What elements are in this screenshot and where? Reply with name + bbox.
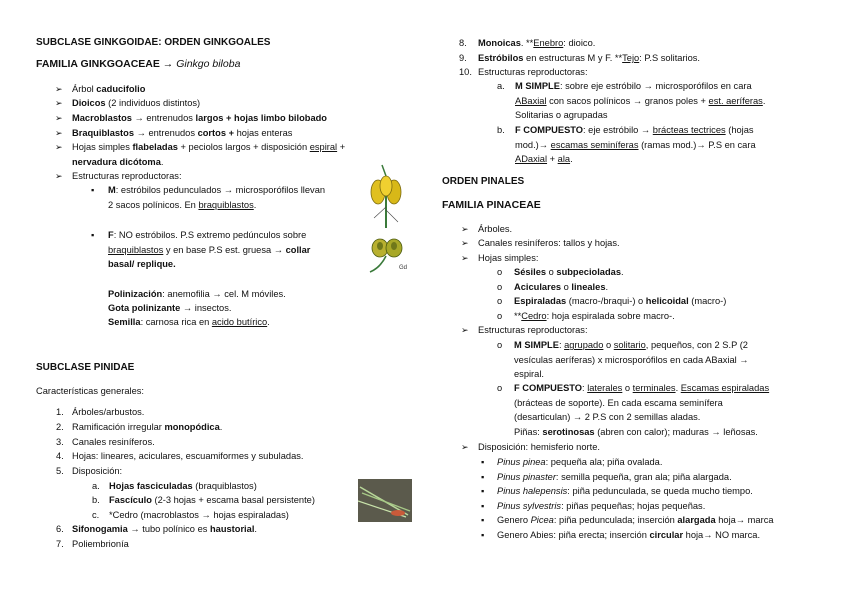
f-structure-text-cont: braquiblastos y en base P.S est. gruesa → collar	[108, 245, 311, 255]
f-compuesto-pinaceae-text: F COMPUESTO: laterales o terminales. Escamas espiraladas	[514, 383, 770, 393]
arrow-bullet-icon: ➢	[55, 171, 63, 181]
list-item-text: Poliembrionía	[72, 539, 129, 549]
list-item-text: Sifonogamia → tubo polínico es haustorial.	[72, 524, 257, 534]
list-item: 2.	[56, 422, 64, 432]
arrow-bullet-icon: ➢	[55, 142, 63, 152]
sub-list-item-text: Aciculares o lineales.	[514, 282, 609, 292]
list-item-text: Árbol caducifolio	[72, 84, 146, 94]
species-item-text: Genero Abies: piña erecta; inserción circular hoja→ NO marca.	[497, 530, 761, 540]
sub-list-item-text: **Cedro: hoja espiralada sobre macro-.	[514, 311, 675, 321]
orden-pinales-heading: ORDEN PINALES	[442, 176, 525, 187]
f-compuesto-pinaceae-text-cont: (brácteas de soporte). En cada escama seminífera	[514, 398, 723, 408]
familia-pinaceae-heading: FAMILIA PINACEAE	[442, 199, 541, 211]
circle-bullet-icon: o	[497, 340, 503, 350]
list-item: 6.	[56, 524, 64, 534]
square-bullet-icon: ▪	[91, 230, 95, 240]
square-bullet-icon: ▪	[481, 530, 485, 540]
square-bullet-icon: ▪	[481, 457, 485, 467]
list-item	[461, 441, 469, 453]
list-item: 4.	[56, 451, 64, 461]
arrow-bullet-icon: ➢	[55, 113, 63, 123]
circle-bullet-icon: o	[497, 311, 503, 321]
list-item-text: Estructuras reproductoras:	[478, 67, 588, 77]
m-structure-text: M: estróbilos pedunculados → microsporófilos llevan	[108, 185, 326, 195]
list-item-text: Canales resiníferos.	[72, 437, 155, 447]
list-item-text: Árboles/arbustos.	[72, 407, 145, 417]
f-structure-text-cont2: basal/ replique.	[108, 259, 176, 269]
ginkgo-male-strobilus-image	[366, 162, 406, 230]
arrow-bullet-icon: ➢	[55, 84, 63, 94]
sub-list-item: b.	[497, 125, 505, 135]
f-compuesto-text-cont2: ADaxial + ala.	[515, 154, 573, 164]
list-item: 7.	[56, 539, 64, 549]
list-item: 1.	[56, 407, 64, 417]
list-item-text-cont: nervadura dicótoma.	[72, 157, 164, 167]
square-bullet-icon: ▪	[481, 486, 485, 496]
list-item: 5.	[56, 466, 64, 476]
list-item	[55, 127, 63, 139]
m-simple-text-cont: ABaxial con sacos polínicos → granos poles + est. aeríferas.	[515, 96, 766, 106]
m-simple-text: M SIMPLE: sobre eje estróbilo → microsporófilos en cara	[515, 81, 752, 91]
list-item	[461, 252, 469, 264]
sub-list-item-text: Hojas fasciculadas (braquiblastos)	[109, 481, 257, 491]
sub-list-item-text: Espiraladas (macro-/braqui-) o helicoidal (macro-)	[514, 296, 727, 306]
sub-list-item-text: Fascículo (2-3 hojas + escama basal persistente)	[109, 495, 315, 505]
m-simple-pinaceae-text-cont: vesículas aeríferas) x microsporófilos en cada ABaxial →	[514, 355, 749, 365]
arrow-bullet-icon: ➢	[461, 253, 469, 263]
ginkgo-ovule-image	[366, 234, 410, 276]
list-item-text: Canales resiníferos: tallos y hojas.	[478, 238, 620, 248]
list-item	[461, 223, 469, 235]
list-item	[55, 83, 63, 95]
m-simple-text-cont2: Solitarias o agrupadas	[515, 110, 608, 120]
species-item-text: Genero Picea: piña pedunculada; inserción alargada hoja→ marca	[497, 515, 774, 525]
list-item-text: Disposición:	[72, 466, 123, 476]
m-simple-pinaceae-text-cont2: espiral.	[514, 369, 544, 379]
list-item	[461, 324, 469, 336]
sub-list-item: c.	[92, 510, 100, 520]
list-item: 10.	[459, 67, 472, 77]
species-item-text: Pinus pinaster: semilla pequeña, gran ala; piña alargada.	[497, 472, 732, 482]
m-structure-text-cont: 2 sacos polínicos. En braquiblastos.	[108, 200, 257, 210]
arrow-bullet-icon: ➢	[461, 224, 469, 234]
list-item-text: Monoicas. **Enebro: dioico.	[478, 38, 596, 48]
arrow-bullet-icon: ➢	[55, 98, 63, 108]
sub-list-item: a.	[92, 481, 100, 491]
arrow-bullet-icon: ➢	[55, 128, 63, 138]
m-simple-pinaceae-text: M SIMPLE: agrupado o solitario, pequeños, con 2 S.P (2	[514, 340, 748, 350]
list-item	[55, 112, 63, 124]
pine-fascicle-image	[358, 479, 412, 522]
circle-bullet-icon: o	[497, 383, 503, 393]
list-item-text: Árboles.	[478, 224, 513, 234]
square-bullet-icon: ▪	[481, 472, 485, 482]
subclass-pinidae-heading: SUBCLASE PINIDAE	[36, 362, 135, 373]
sub-list-item-text: Sésiles o subpecioladas.	[514, 267, 624, 277]
circle-bullet-icon: o	[497, 282, 503, 292]
species-item-text: Pinus pinea: pequeña ala; piña ovalada.	[497, 457, 663, 467]
list-item-text: Hojas simples:	[478, 253, 539, 263]
list-item-text: Hojas: lineares, aciculares, escuamiformes y subuladas.	[72, 451, 304, 461]
list-item-text: Estructuras reproductoras:	[72, 171, 182, 181]
square-bullet-icon: ▪	[91, 185, 95, 195]
list-item: 9.	[459, 53, 467, 63]
family-ginkgoaceae-heading: FAMILIA GINKGOACEAE → Ginkgo biloba	[36, 58, 241, 70]
arrow-bullet-icon: ➢	[461, 325, 469, 335]
subclass-ginkgoidae-heading: SUBCLASE GINKGOIDAE: ORDEN GINKGOALES	[36, 37, 271, 48]
circle-bullet-icon: o	[497, 296, 503, 306]
gota-text: Gota polinizante → insectos.	[108, 303, 232, 313]
list-item	[55, 170, 63, 182]
square-bullet-icon: ▪	[481, 515, 485, 525]
f-compuesto-text-cont: mod.)→ escamas seminíferas (ramas mod.)→ P.S en cara	[515, 140, 756, 150]
list-item-text: Macroblastos → entrenudos largos + hojas limbo bilobado	[72, 113, 327, 123]
f-structure-text: F: NO estróbilos. P.S extremo pedúnculos sobre	[108, 230, 307, 240]
f-compuesto-pinaceae-text-cont2: (desarticulan) → 2 P.S con 2 semillas aladas.	[514, 412, 701, 422]
list-item-text: Braquiblastos → entrenudos cortos + hojas enteras	[72, 128, 293, 138]
f-compuesto-pinaceae-text-cont3: Piñas: serotinosas (abren con calor); maduras → leñosas.	[514, 427, 758, 437]
caracteristicas-heading: Características generales:	[36, 386, 144, 396]
figure-label: Gd	[399, 265, 408, 271]
polinizacion-text: Polinización: anemofilia → cel. M móviles.	[108, 289, 286, 299]
sub-list-item-text: *Cedro (macroblastos → hojas espiraladas)	[109, 510, 289, 520]
square-bullet-icon: ▪	[481, 501, 485, 511]
circle-bullet-icon: o	[497, 267, 503, 277]
sub-list-item: a.	[497, 81, 505, 91]
species-item-text: Pinus halepensis: piña pedunculada, se queda mucho tiempo.	[497, 486, 753, 496]
list-item	[461, 237, 469, 249]
list-item: 3.	[56, 437, 64, 447]
list-item-text: Disposición: hemisferio norte.	[478, 442, 600, 452]
list-item	[55, 141, 63, 153]
sub-list-item: b.	[92, 495, 100, 505]
list-item: 8.	[459, 38, 467, 48]
list-item-text: Estructuras reproductoras:	[478, 325, 588, 335]
list-item-text: Estróbilos en estructuras M y F. **Tejo: P.S solitarios.	[478, 53, 701, 63]
f-compuesto-text: F COMPUESTO: eje estróbilo → brácteas tectrices (hojas	[515, 125, 754, 135]
species-item-text: Pinus sylvestris: piñas pequeñas; hojas pequeñas.	[497, 501, 706, 511]
arrow-bullet-icon: ➢	[461, 238, 469, 248]
list-item-text: Ramificación irregular monopódica.	[72, 422, 223, 432]
list-item-text: Dioicos (2 individuos distintos)	[72, 98, 201, 108]
semilla-text: Semilla: carnosa rica en acido butírico.	[108, 317, 270, 327]
list-item-text: Hojas simples flabeladas + peciolos largos + disposición espiral +	[72, 142, 346, 152]
arrow-bullet-icon: ➢	[461, 442, 469, 452]
list-item	[55, 97, 63, 109]
